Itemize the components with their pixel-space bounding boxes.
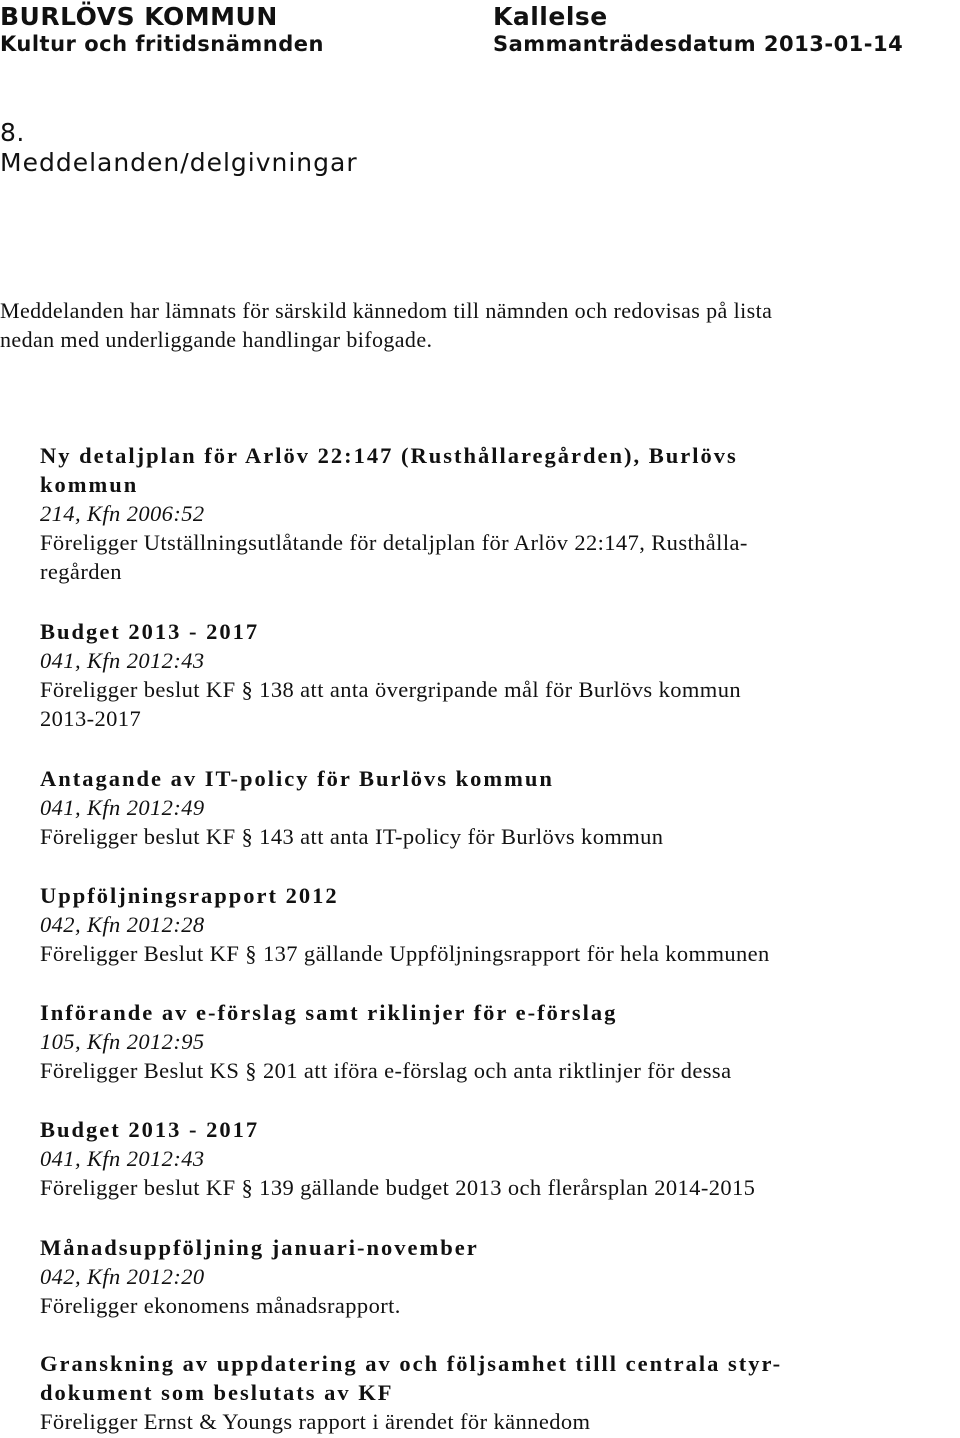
item-text: Föreligger Ernst & Youngs rapport i ärendet för kännedom xyxy=(40,1409,591,1434)
board-name: Kultur och fritidsnämnden xyxy=(0,32,324,56)
message-item xyxy=(40,764,663,851)
message-item xyxy=(40,1349,782,1436)
meeting-date: Sammanträdesdatum 2013-01-14 xyxy=(493,32,904,56)
item-text: Föreligger Utställningsutlåtande för detaljplan för Arlöv 22:147, Rusthålla- xyxy=(40,530,748,555)
section-title: Meddelanden/delgivningar xyxy=(0,148,358,177)
item-title: Budget 2013 - 2017 xyxy=(40,619,260,644)
intro-line: Meddelanden har lämnats för särskild kännedom till nämnden och redovisas på lista xyxy=(0,298,773,323)
item-reference: 105, Kfn 2012:95 xyxy=(40,1029,205,1054)
item-reference: 042, Kfn 2012:28 xyxy=(40,912,205,937)
item-title: Månadsuppföljning januari-november xyxy=(40,1235,479,1260)
message-item xyxy=(40,441,748,586)
item-text: 2013-2017 xyxy=(40,706,142,731)
item-reference: 214, Kfn 2006:52 xyxy=(40,501,205,526)
item-reference: 041, Kfn 2012:49 xyxy=(40,795,205,820)
item-title: Ny detaljplan för Arlöv 22:147 (Rusthållaregården), Burlövs xyxy=(40,443,738,468)
item-reference: 041, Kfn 2012:43 xyxy=(40,1146,205,1171)
item-text: Föreligger ekonomens månadsrapport. xyxy=(40,1293,401,1318)
message-item xyxy=(40,998,731,1085)
intro-paragraph xyxy=(0,296,772,354)
document-type: Kallelse xyxy=(493,2,608,31)
item-text: Föreligger beslut KF § 139 gällande budget 2013 och flerårsplan 2014-2015 xyxy=(40,1175,756,1200)
item-title: kommun xyxy=(40,472,139,497)
message-item xyxy=(40,881,770,968)
item-reference: 042, Kfn 2012:20 xyxy=(40,1264,205,1289)
item-title: Antagande av IT-policy för Burlövs kommun xyxy=(40,766,554,791)
section-number: 8. xyxy=(0,118,25,147)
item-title: Uppföljningsrapport 2012 xyxy=(40,883,339,908)
item-text: Föreligger beslut KF § 138 att anta övergripande mål för Burlövs kommun xyxy=(40,677,741,702)
message-item xyxy=(40,1233,479,1320)
item-text: Föreligger beslut KF § 143 att anta IT-policy för Burlövs kommun xyxy=(40,824,664,849)
item-title: dokument som beslutats av KF xyxy=(40,1380,394,1405)
intro-line: nedan med underliggande handlingar bifogade. xyxy=(0,327,433,352)
item-text: Föreligger Beslut KS § 201 att iföra e-förslag och anta riktlinjer för dessa xyxy=(40,1058,732,1083)
organization-name: BURLÖVS KOMMUN xyxy=(0,2,278,31)
item-text: regården xyxy=(40,559,122,584)
item-title: Budget 2013 - 2017 xyxy=(40,1117,260,1142)
item-text: Föreligger Beslut KF § 137 gällande Uppföljningsrapport för hela kommunen xyxy=(40,941,770,966)
message-item xyxy=(40,1115,755,1202)
item-reference: 041, Kfn 2012:43 xyxy=(40,648,205,673)
item-title: Införande av e-förslag samt riklinjer för e-förslag xyxy=(40,1000,618,1025)
message-item xyxy=(40,617,741,733)
item-title: Granskning av uppdatering av och följsamhet tilll centrala styr- xyxy=(40,1351,783,1376)
